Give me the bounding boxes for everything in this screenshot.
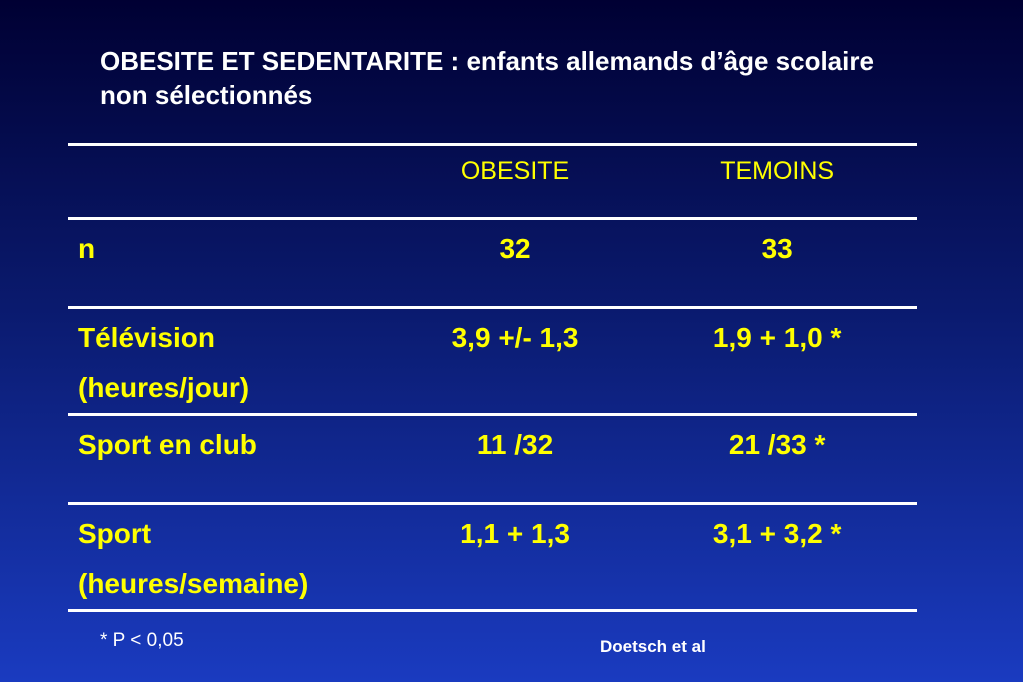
slide-title: OBESITE ET SEDENTARITE : enfants allemands d’âge scolaire non sélectionnés [100, 46, 874, 110]
header-temoins: TEMOINS [720, 157, 835, 185]
cell-temoins: 21 /33 * [728, 429, 826, 460]
cell-obesite: 32 [499, 233, 531, 264]
cell-obesite: 1,1 + 1,3 [460, 518, 570, 549]
row-label-subline: (heures/semaine) [78, 568, 309, 599]
row-label-line: Sport en club [78, 429, 257, 460]
row-label-line: Télévision [78, 322, 215, 353]
row-label [68, 308, 393, 415]
row-label [68, 415, 393, 504]
table-row [68, 219, 917, 308]
row-label-subline: (heures/jour) [78, 372, 250, 403]
row-label [68, 504, 393, 611]
row-label-line: n [78, 233, 96, 264]
table-row [68, 415, 917, 504]
table-row [68, 308, 917, 415]
row-label-line: Sport [78, 518, 152, 549]
cell-obesite: 11 /32 [476, 429, 554, 460]
row-label [68, 219, 393, 308]
cell-obesite: 3,9 +/- 1,3 [451, 322, 579, 353]
cell-temoins: 1,9 + 1,0 * [712, 322, 842, 353]
table-header-row [68, 145, 917, 219]
cell-temoins: 3,1 + 3,2 * [712, 518, 842, 549]
source-citation: Doetsch et al [600, 637, 706, 656]
results-table [68, 143, 917, 612]
significance-footnote: * P < 0,05 [100, 630, 184, 651]
table-row [68, 504, 917, 611]
header-empty [68, 145, 393, 219]
cell-temoins: 33 [761, 233, 793, 264]
header-obesite: OBESITE [460, 157, 570, 185]
